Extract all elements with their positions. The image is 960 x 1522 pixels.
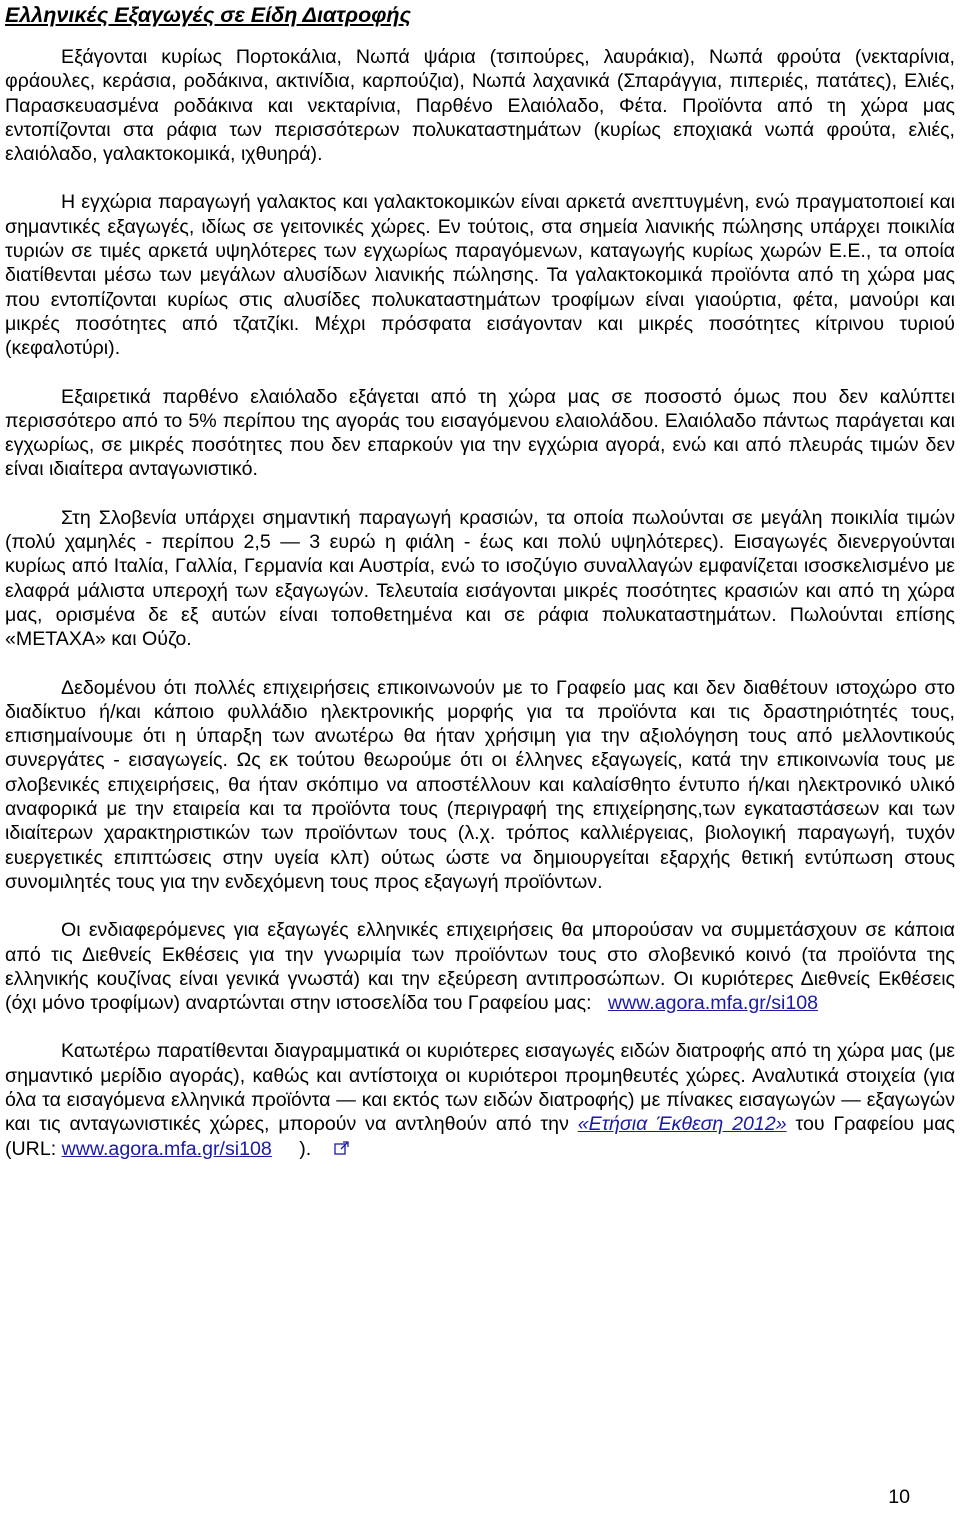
page-number: 10 (888, 1486, 910, 1508)
page-title: Ελληνικές Εξαγωγές σε Είδη Διατροφής (5, 3, 411, 27)
paragraph-communication: Δεδομένου ότι πολλές επιχειρήσεις επικοινωνούν με το Γραφείο μας και δεν διαθέτουν ιστοχώρο στο διαδίκτυο ή/και κάποιο φυλλάδιο ηλεκτρονικής μορφής για τα προϊόντα και τις δραστηριότητές τους, επισημαίνουμε ότι η ύπαρξη των ανωτέρω θα ήταν χρήσιμη για την αξιολόγηση τους από μελλοντικούς συνεργάτες - εισαγωγείς. Ως εκ τούτου θεωρούμε ότι οι έλληνες εξαγωγείς, κατά την επικοινωνία τους με σλοβενικές επιχειρήσεις, θα ήταν σκόπιμο να αποστέλλουν και καλαίσθητο έντυπο ή/και ηλεκτρονικό υλικό αναφορικά με την εταιρεία και τα προϊόντα τους (περιγραφή της επιχείρησης,των εγκαταστάσεων και των ιδιαίτερων χαρακτηριστικών των προϊόντων τους (λ.χ. τρόπος καλλιέργειας, βιολογική παραγωγή, τυχόν ευεργετικές επιπτώσεις στην υγεία κλπ) ούτως ώστε να δημιουργείται εξαρχής θετική εντύπωση στους συνομιλητές τους για την ενδεχόμενη τους προς εξαγωγή προϊόντων. (5, 676, 955, 893)
paragraph-exports-list: Εξάγονται κυρίως Πορτοκάλια, Νωπά ψάρια (τσιπούρες, λαυράκια), Νωπά φρούτα (νεκταρίνια, φράουλες, κεράσια, ροδάκινα, ακτινίδια, καρπούζια), Νωπά λαχανικά (Σπαράγγια, πιπεριές, πατάτες), Ελιές, Παρασκευασμένα ροδάκινα και νεκταρίνια, Παρθένο Ελαιόλαδο, Φέτα. Προϊόντα από τη χώρα μας εντοπίζονται στα ράφια των περισσότερων πολυκαταστημάτων (κυρίως εποχιακά νωπά φρούτα, ελιές, ελαιόλαδο, γαλακτοκομικά, ιχθυηρά). (5, 46, 955, 166)
external-link-icon[interactable] (278, 1138, 294, 1154)
paragraph-exhibitions (5, 918, 955, 1015)
document-page (5, 0, 955, 1161)
annual-report-link[interactable]: «Ετήσια Έκθεση 2012» (577, 1113, 787, 1136)
imports-office-text: του Γραφείου μας (URL: (5, 1113, 955, 1160)
agora-url-link[interactable]: www.agora.mfa.gr/si108 (61, 1137, 272, 1160)
imports-end-text: ). (299, 1137, 312, 1160)
agora-link[interactable]: www.agora.mfa.gr/si108 (607, 992, 819, 1015)
paragraph-olive-oil: Εξαιρετικά παρθένο ελαιόλαδο εξάγεται από τη χώρα μας σε ποσοστό όμως που δεν καλύπτει περισσότερο από το 5% περίπου της αγοράς του εισαγόμενου ελαιολάδου. Ελαιόλαδο πάντως παράγεται και εγχωρίως, σε μικρές ποσότητες που δεν επαρκούν για την εγχώρια αγορά, ενώ και από πλευράς τιμών δεν είναι ιδιαίτερα ανταγωνιστικό. (5, 385, 955, 481)
paragraph-imports (5, 1039, 955, 1160)
imports-text: Κατωτέρω παρατίθενται διαγραμματικά οι κυριότερες εισαγωγές ειδών διατροφής από τη χώρα μας (με σημαντικό μερίδιο αγοράς), καθώς και αντίστοιχα οι κυριότεροι προμηθευτές χώρες. Αναλυτικά στοιχεία (για όλα τα εισαγόμενα ελληνικά προϊόντα — και εκτός των ειδών διατροφής) με πίνακες εισαγωγών — εξαγωγών και τις ανταγωνιστικές χώρες, μπορούν να αντληθούν από την (5, 1040, 955, 1136)
exhibitions-text: Οι ενδιαφερόμενες για εξαγωγές ελληνικές επιχειρήσεις θα μπορούσαν να συμμετάσχουν σε κάποια από τις Διεθνείς Εκθέσεις για την γνωριμία των προϊόντων τους στο σλοβενικό κοινό (τα προϊόντα της ελληνικής κουζίνας είναι γενικά γνωστά) και την εξεύρεση αντιπροσώπων. Οι κυριότερες Διεθνείς Εκθέσεις (όχι μόνο τροφίμων) αναρτώνται στην ιστοσελίδα του Γραφείου μας: (5, 919, 955, 1015)
paragraph-wine: Στη Σλοβενία υπάρχει σημαντική παραγωγή κρασιών, τα οποία πωλούνται σε μεγάλη ποικιλία τιμών (πολύ χαμηλές - περίπου 2,5 — 3 ευρώ η φιάλη - έως και πολύ υψηλότερες). Εισαγωγές διενεργούνται κυρίως από Ιταλία, Γαλλία, Γερμανία και Αυστρία, ενώ το ισοζύγιο συναλλαγών εμφανίζεται ισοσκελισμένο με ελαφρά μάλιστα υπεροχή των εξαγωγών. Τελευταία εισάγονται μικρές ποσότητες κρασιών και από τη χώρα μας, ορισμένα δε εξ αυτών είναι τοποθετημένα και σε ράφια πολυκαταστημάτων. Πωλούνται επίσης «ΜΕΤΑΧΑ» και Ούζο. (5, 506, 955, 651)
paragraph-dairy: Η εγχώρια παραγωγή γαλακτος και γαλακτοκομικών είναι αρκετά ανεπτυγμένη, ενώ πραγματοποιεί και σημαντικές εξαγωγές, ιδίως σε γειτονικές χώρες. Εν τούτοις, στα σημεία λιανικής πώλησης υπάρχει ποικιλία τυριών σε τιμές αρκετά υψηλότερες των εγχωρίως παραγόμενων, καταγωγής κυρίως χωρών Ε.Ε., τα οποία διατίθενται μέσω των μεγάλων αλυσίδων λιανικής πώλησης. Τα γαλακτοκομικά προϊόντα από τη χώρα μας που εντοπίζονται κυρίως στις αλυσίδες πολυκαταστημάτων τροφίμων είναι γιαούρτια, φέτα, μανούρι και μικρές ποσότητες από τζατζίκι. Μέχρι πρόσφατα εισάγονταν και μικρές ποσότητες κίτρινου τυριού (κεφαλοτύρι). (5, 191, 955, 360)
